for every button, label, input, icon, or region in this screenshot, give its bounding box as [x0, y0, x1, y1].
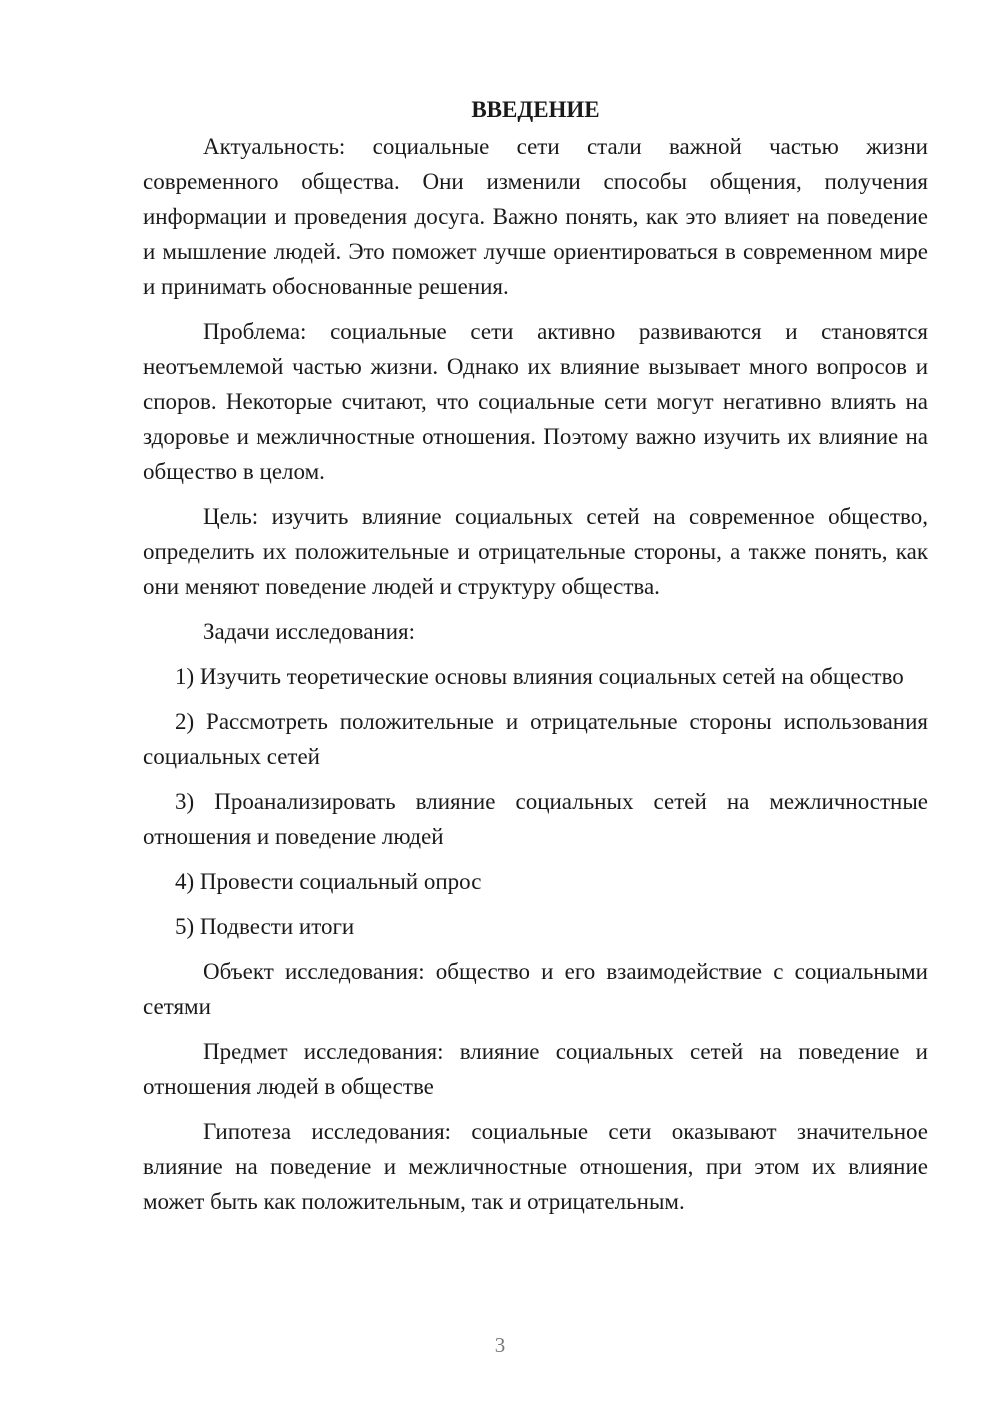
- subject-paragraph: Предмет исследования: влияние социальных сетей на поведение и отношения людей в обществе: [143, 1039, 928, 1099]
- document-page: [143, 92, 928, 1229]
- tasks-heading: Задачи исследования:: [203, 619, 416, 644]
- task-item-4: 4) Провести социальный опрос: [175, 869, 482, 894]
- problem-paragraph: Проблема: социальные сети активно развиваются и становятся неотъемлемой частью жизни. Однако их влияние вызывает много вопросов и споров. Некоторые считают, что социальные сети могут негативно влиять на здоровье и межличностные отношения. Поэтому важно изучить их влияние на общество в целом.: [143, 319, 928, 484]
- goal-paragraph: Цель: изучить влияние социальных сетей на современное общество, определить их положительные и отрицательные стороны, а также понять, как они меняют поведение людей и структуру общества.: [143, 504, 928, 599]
- task-item-1: 1) Изучить теоретические основы влияния социальных сетей на общество: [175, 664, 904, 689]
- relevance-paragraph: Актуальность: социальные сети стали важной частью жизни современного общества. Они изменили способы общения, получения информации и проведения досуга. Важно понять, как это влияет на поведение и мышление людей. Это поможет лучше ориентироваться в современном мире и принимать обоснованные решения.: [143, 134, 928, 299]
- task-item-2: 2) Рассмотреть положительные и отрицательные стороны использования социальных сетей: [143, 709, 928, 769]
- object-paragraph: Объект исследования: общество и его взаимодействие с социальными сетями: [143, 959, 928, 1019]
- task-item-3: 3) Проанализировать влияние социальных сетей на межличностные отношения и поведение людей: [143, 789, 928, 849]
- hypothesis-paragraph: Гипотеза исследования: социальные сети оказывают значительное влияние на поведение и межличностные отношения, при этом их влияние может быть как положительным, так и отрицательным.: [143, 1119, 928, 1214]
- task-item-5: 5) Подвести итоги: [175, 914, 355, 939]
- page-number: 3: [494, 1333, 506, 1357]
- page-title: ВВЕДЕНИЕ: [471, 97, 600, 122]
